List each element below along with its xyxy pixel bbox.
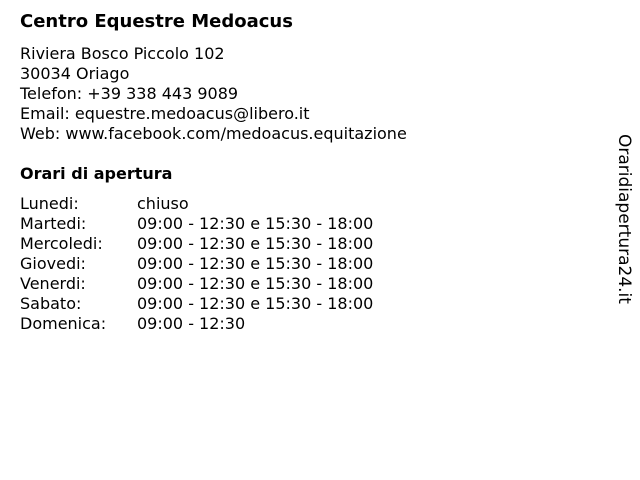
address-city: 30034 Oriago <box>20 64 130 83</box>
business-name: Centro Equestre Medoacus <box>20 11 293 32</box>
day-label: Domenica: <box>20 314 107 333</box>
day-label: Giovedi: <box>20 254 86 273</box>
hours-row-tuesday <box>20 214 373 234</box>
phone-line[interactable]: Telefon: +39 338 443 9089 <box>20 84 239 103</box>
site-watermark-text: Oraridiapertura24.it <box>614 134 634 304</box>
hours-table <box>20 194 373 334</box>
day-label: Sabato: <box>20 294 82 313</box>
address-street: Riviera Bosco Piccolo 102 <box>20 44 225 63</box>
day-label: Martedi: <box>20 214 87 233</box>
hours-row-monday <box>20 194 373 214</box>
day-hours: 09:00 - 12:30 e 15:30 - 18:00 <box>137 214 374 233</box>
day-hours: 09:00 - 12:30 e 15:30 - 18:00 <box>137 234 374 253</box>
hours-row-friday <box>20 274 373 294</box>
site-watermark <box>612 134 636 308</box>
email-line[interactable]: Email: equestre.medoacus@libero.it <box>20 104 310 123</box>
hours-row-wednesday <box>20 234 373 254</box>
day-hours: 09:00 - 12:30 e 15:30 - 18:00 <box>137 294 374 313</box>
hours-row-thursday <box>20 254 373 274</box>
day-label: Venerdi: <box>20 274 86 293</box>
day-label: Mercoledi: <box>20 234 103 253</box>
day-hours: 09:00 - 12:30 e 15:30 - 18:00 <box>137 274 374 293</box>
hours-row-saturday <box>20 294 373 314</box>
day-hours: 09:00 - 12:30 e 15:30 - 18:00 <box>137 254 374 273</box>
web-line[interactable]: Web: www.facebook.com/medoacus.equitazione <box>20 124 407 143</box>
day-label: Lunedi: <box>20 194 79 213</box>
hours-heading: Orari di apertura <box>20 164 173 183</box>
day-hours: chiuso <box>137 194 189 213</box>
day-hours: 09:00 - 12:30 <box>137 314 246 333</box>
address-block <box>20 44 407 144</box>
hours-row-sunday <box>20 314 373 334</box>
